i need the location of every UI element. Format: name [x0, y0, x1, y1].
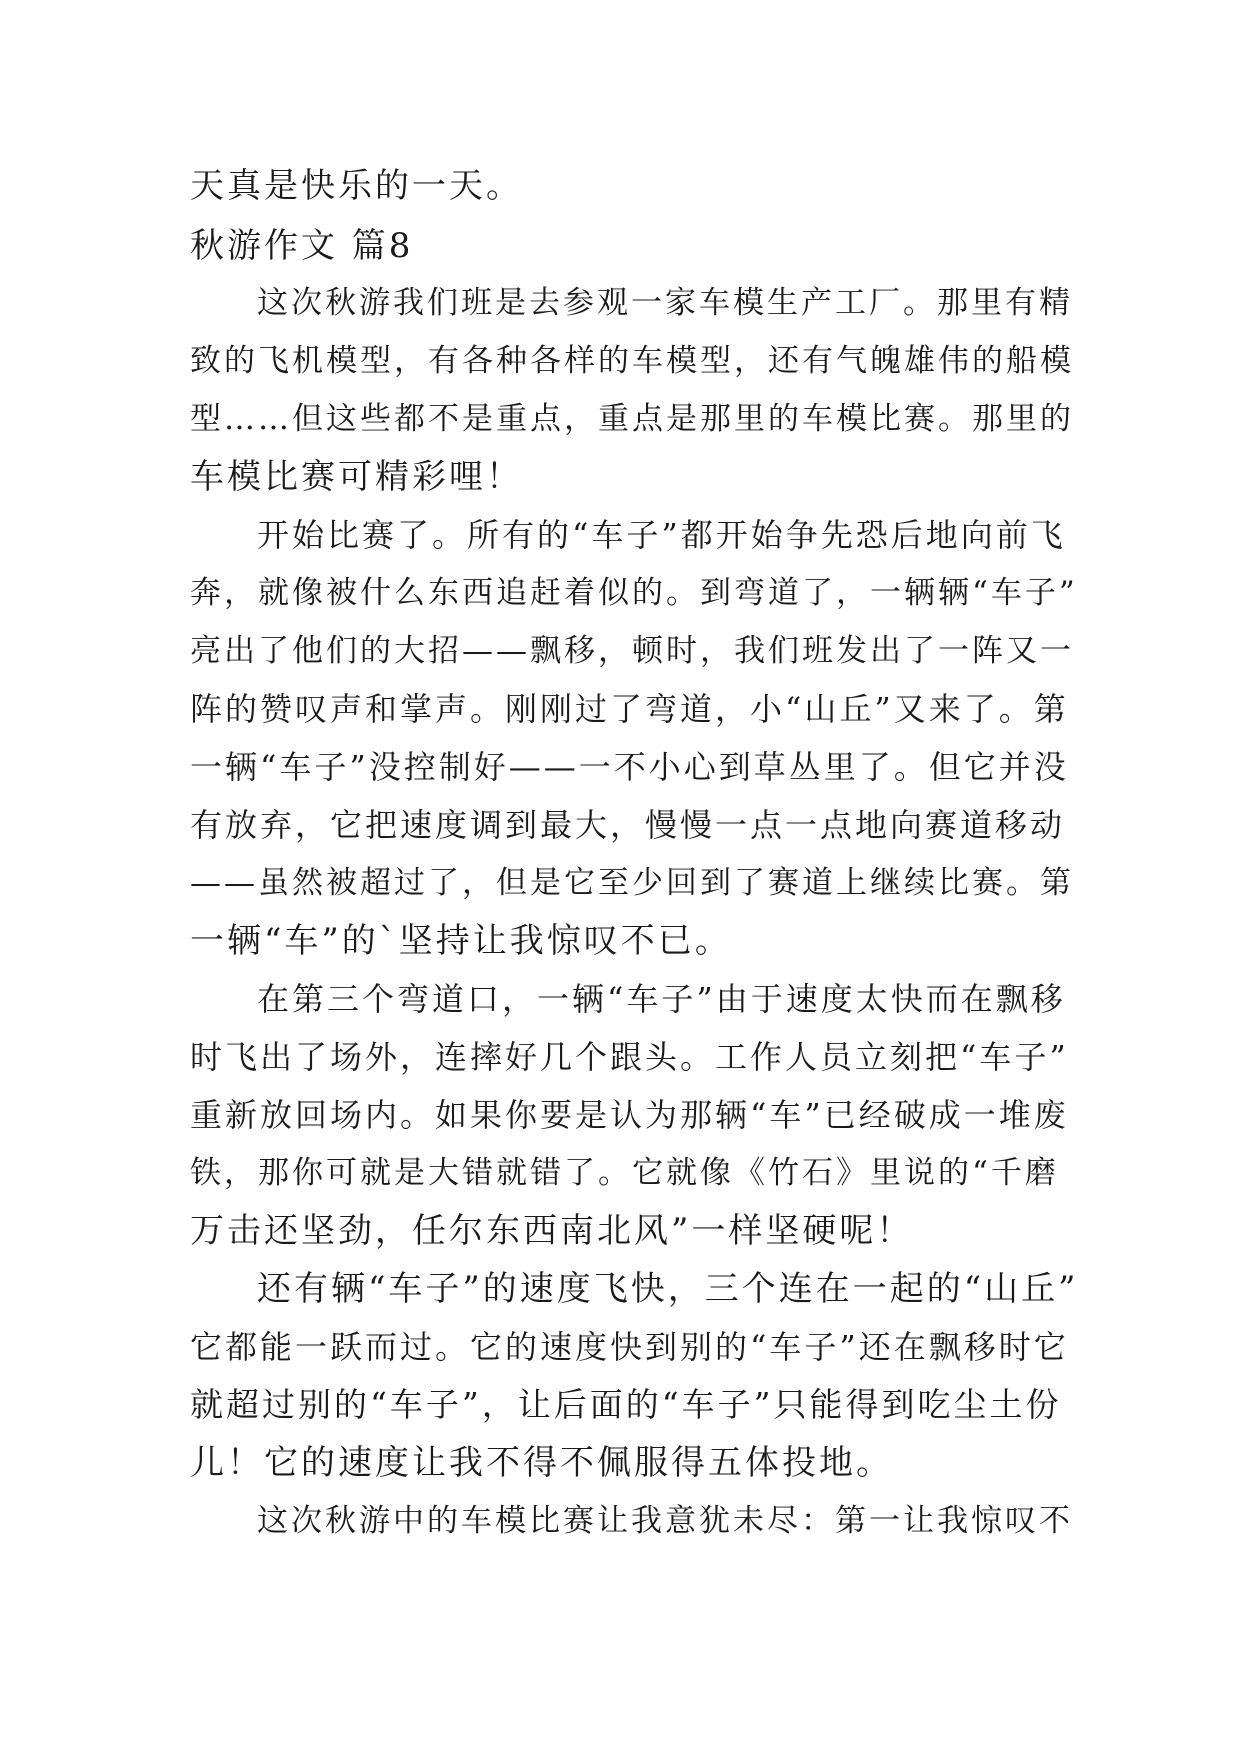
text-line: ——虽然被超过了，但是它至少回到了赛道上继续比赛。第 — [190, 865, 1074, 901]
text-line: 一辆“车子”没控制好——一不小心到草丛里了。但它并没 — [190, 748, 1069, 786]
section-heading: 秋游作文 篇8 — [190, 226, 414, 266]
text-line: 有放弃，它把速度调到最大，慢慢一点一点地向赛道移动 — [190, 806, 1066, 844]
text-line: 儿！它的速度让我不得不佩服得五体投地。 — [190, 1443, 893, 1483]
text-line: 就超过别的“车子”，让后面的“车子”只能得到吃尘土份 — [190, 1385, 1062, 1424]
text-line: 型……但这些都不是重点，重点是那里的车模比赛。那里的 — [190, 401, 1074, 437]
text-line: 重新放回场内。如果你要是认为那辆“车”已经破成一堆废 — [190, 1096, 1069, 1134]
text-line: 致的飞机模型，有各种各样的车模型，还有气魄雄伟的船模 — [190, 343, 1074, 379]
text-line: 它都能一跃而过。它的速度快到别的“车子”还在飘移时它 — [190, 1328, 1069, 1366]
text-line: 车模比赛可精彩哩！ — [190, 457, 523, 497]
text-line: 铁，那你可就是大错就错了。它就像《竹石》里说的“千磨 — [190, 1155, 1059, 1191]
text-line: 奔，就像被什么东西追赶着似的。到弯道了，一辆辆“车子” — [190, 575, 1078, 611]
text-line: 一辆“车”的`坚持让我惊叹不已。 — [190, 921, 732, 961]
text-line: 阵的赞叹声和掌声。刚刚过了弯道，小“山丘”又来了。第 — [190, 690, 1069, 728]
text-line: 在第三个弯道口，一辆“车子”由于速度太快而在飘移 — [257, 980, 1066, 1018]
text-line: 还有辆“车子”的速度飞快，三个连在一起的“山丘” — [257, 1269, 1079, 1309]
text-line: 万击还坚劲，任尔东西南北风”一样坚硬呢！ — [190, 1211, 914, 1251]
text-line: 这次秋游中的车模比赛让我意犹未尽：第一让我惊叹不 — [257, 1503, 1073, 1539]
text-line: 开始比赛了。所有的“车子”都开始争先恐后地向前飞 — [257, 516, 1066, 554]
text-line: 亮出了他们的大招——飘移，顿时，我们班发出了一阵又一 — [190, 633, 1074, 669]
text-line: 天真是快乐的一天。 — [190, 166, 523, 206]
text-line: 这次秋游我们班是去参观一家车模生产工厂。那里有精 — [257, 285, 1073, 321]
text-line: 时飞出了场外，连摔好几个跟头。工作人员立刻把“车子” — [190, 1038, 1069, 1076]
